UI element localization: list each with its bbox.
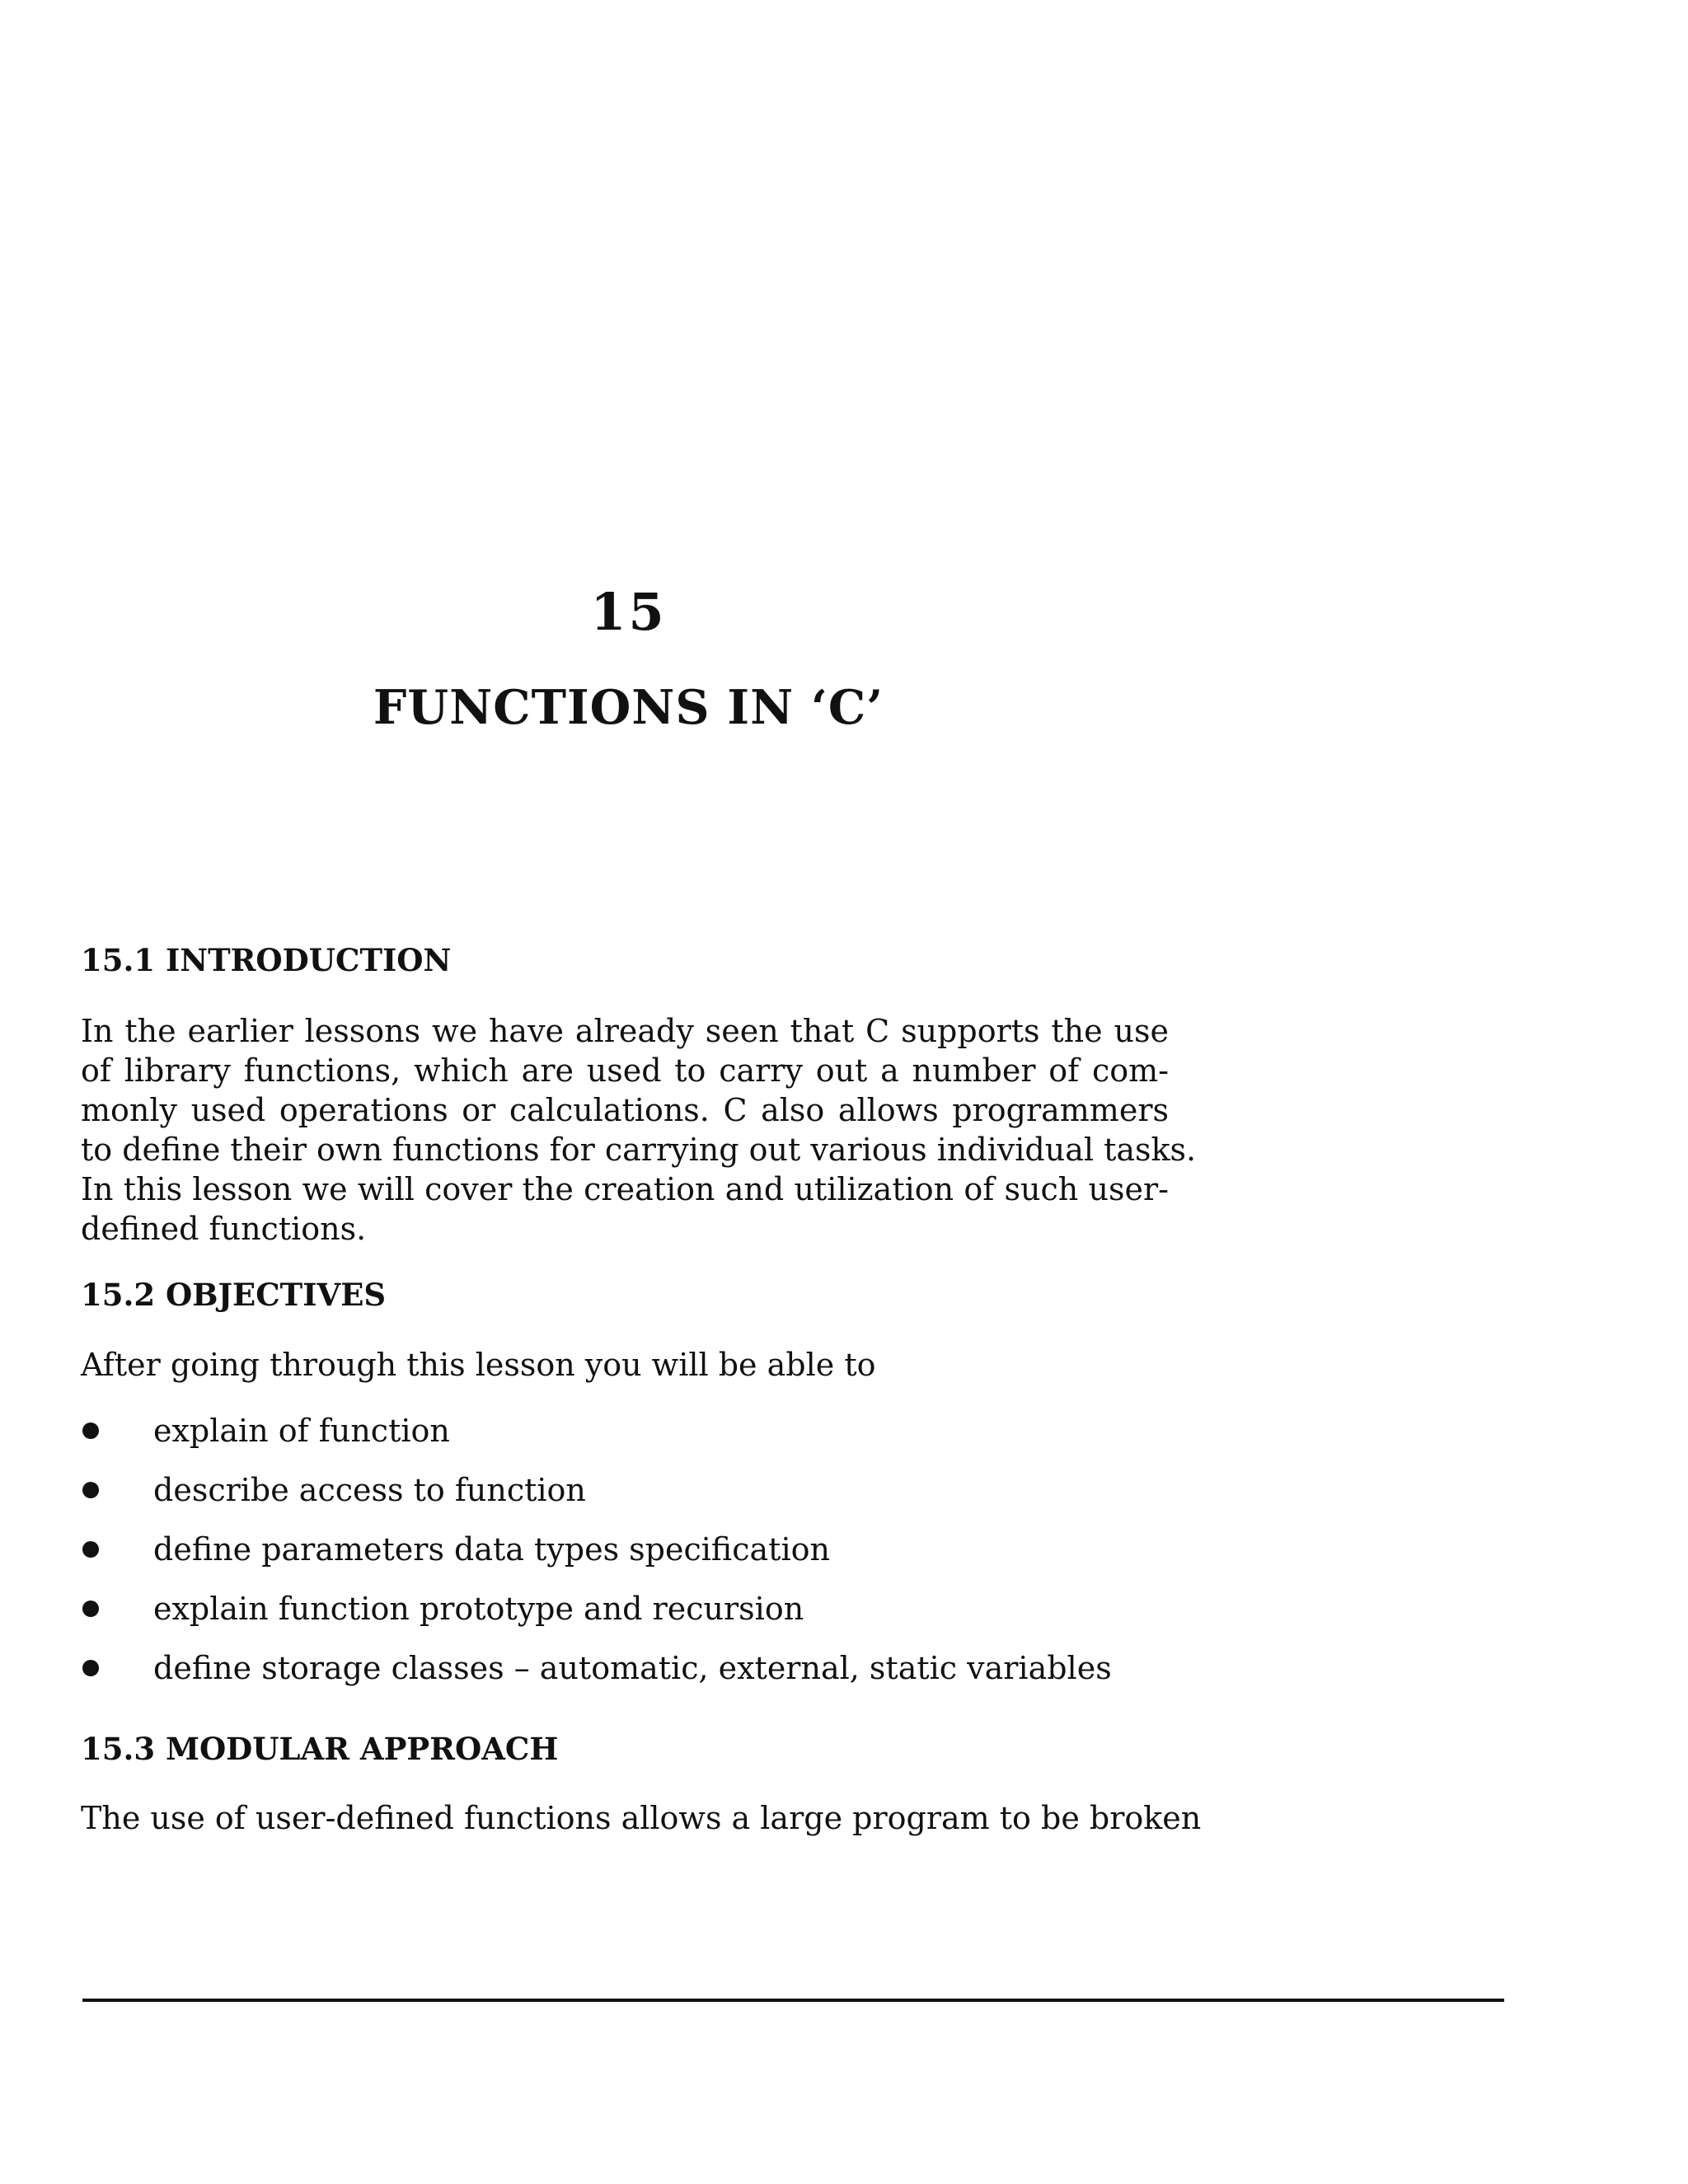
list-item-text: explain function prototype and recursion bbox=[153, 1591, 804, 1627]
chapter-title: FUNCTIONS IN ‘C’ bbox=[373, 680, 884, 735]
bullet-icon bbox=[82, 1541, 99, 1558]
list-item bbox=[81, 1470, 1235, 1530]
paragraph-line: of library functions, which are used to carry out a number of com- bbox=[81, 1052, 1169, 1089]
introduction-paragraph bbox=[81, 1011, 1197, 1249]
bullet-icon bbox=[82, 1482, 99, 1498]
paragraph-line: defined functions. bbox=[81, 1211, 367, 1247]
section-heading-introduction: 15.1 INTRODUCTION bbox=[81, 942, 452, 978]
section-heading-objectives: 15.2 OBJECTIVES bbox=[81, 1277, 387, 1313]
paragraph-line: In the earlier lessons we have already seen that C supports the use bbox=[81, 1013, 1169, 1049]
bullet-icon bbox=[82, 1601, 99, 1617]
list-item bbox=[81, 1411, 1235, 1470]
paragraph-line: In this lesson we will cover the creation and utilization of such user- bbox=[81, 1171, 1169, 1207]
objectives-list bbox=[81, 1411, 1235, 1708]
footer-divider bbox=[82, 1999, 1504, 2002]
list-item-text: describe access to function bbox=[153, 1472, 586, 1508]
paragraph-line: monly used operations or calculations. C also allows programmers bbox=[81, 1092, 1169, 1128]
section-heading-modular-approach: 15.3 MODULAR APPROACH bbox=[81, 1731, 559, 1767]
list-item-text: explain of function bbox=[153, 1413, 450, 1449]
list-item bbox=[81, 1530, 1235, 1589]
list-item-text: define parameters data types specification bbox=[153, 1531, 830, 1568]
list-item bbox=[81, 1648, 1235, 1708]
list-item-text: define storage classes – automatic, external, static variables bbox=[153, 1650, 1112, 1686]
objectives-lead-text: After going through this lesson you will be able to bbox=[81, 1347, 876, 1383]
bullet-icon bbox=[82, 1660, 99, 1676]
modular-approach-text: The use of user-defined functions allows a large program to be broken bbox=[81, 1800, 1202, 1836]
chapter-number: 15 bbox=[590, 582, 667, 642]
list-item bbox=[81, 1589, 1235, 1648]
bullet-icon bbox=[82, 1422, 99, 1439]
paragraph-line: to define their own functions for carrying out various individual tasks. bbox=[81, 1132, 1197, 1168]
